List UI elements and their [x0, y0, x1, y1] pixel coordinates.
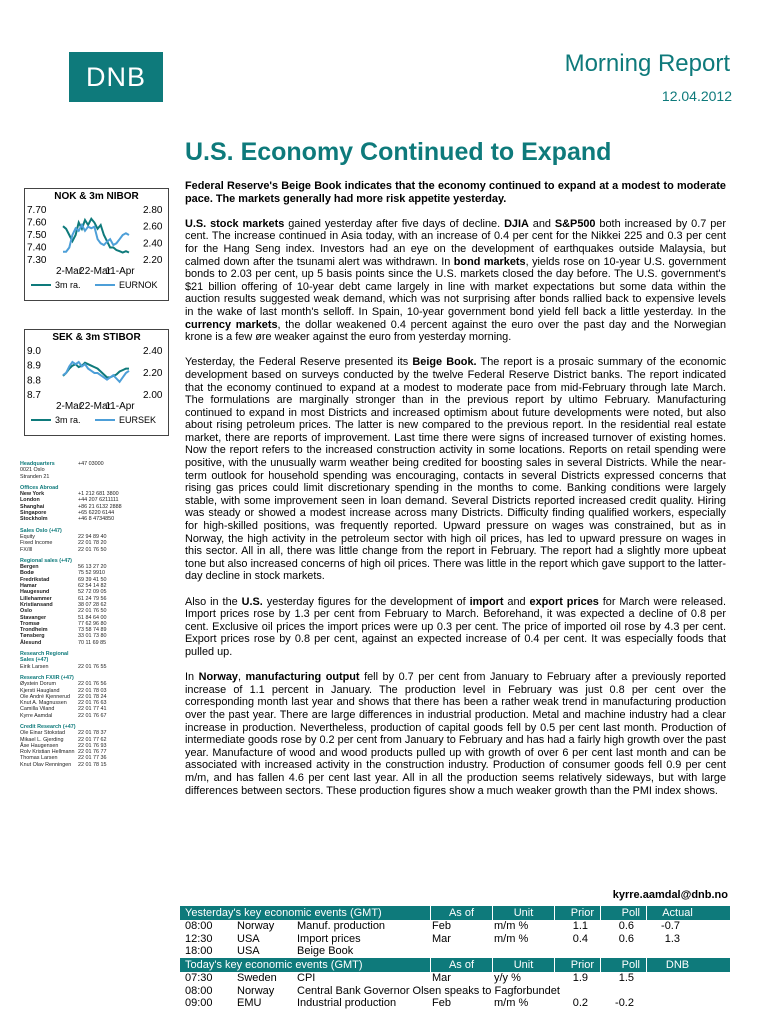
contact-row: Eirik Larsen 22 01 76 55: [20, 663, 107, 670]
event-cell: 07:30: [185, 972, 213, 985]
event-cell: [594, 985, 640, 998]
sek-stibor-plot: [25, 343, 168, 433]
contact-row: Singapore +65 6220 6144: [20, 510, 115, 517]
event-cell: Feb: [432, 920, 451, 932]
contact-row: Kristiansand 38 07 28 62: [20, 601, 107, 608]
contact-block-heading: Regional sales (+47): [20, 557, 72, 564]
y-left-tick-label: 7.40: [27, 242, 47, 254]
contact-row: Fixed Income 22 01 78 20: [20, 540, 107, 547]
contact-row: Shanghai +86 21 6132 2888: [20, 503, 122, 510]
y-right-tick-label: 2.40: [143, 238, 163, 250]
event-cell: [486, 945, 548, 958]
contact-row: London +44 207 6211111: [20, 497, 119, 504]
event-cell: Sweden: [237, 972, 277, 985]
event-cell: m/m %: [494, 932, 529, 945]
x-tick-label: 2-Mar: [55, 266, 83, 277]
event-row: [180, 985, 730, 998]
report-title: Morning Report: [564, 50, 730, 77]
contact-row: Haugesund 52 72 09 05: [20, 589, 107, 596]
legend-label: 3m ra.: [55, 280, 81, 290]
event-row: [180, 972, 730, 985]
event-cell: USA: [237, 932, 260, 945]
x-tick-label: 22-Mar: [79, 401, 111, 412]
event-cell: Manuf. production: [297, 920, 386, 932]
event-cell: Industrial production: [297, 997, 397, 1010]
contact-block: [20, 558, 170, 646]
contact-row: Thomas Larsen 22 01 77 36: [20, 755, 107, 762]
contact-row: Knut Olav Renningen 22 01 78 15: [20, 761, 107, 768]
y-right-tick-label: 2.60: [143, 221, 163, 233]
events-header-cell: Actual: [646, 906, 708, 920]
event-cell: 1.3: [664, 932, 680, 945]
event-cell: [640, 985, 686, 998]
contact-row: Trondheim 73 58 74 89: [20, 627, 107, 634]
event-cell: EMU: [237, 997, 262, 1010]
legend-label: EURSEK: [119, 415, 157, 425]
contact-row: Hamar 62 54 14 82: [20, 583, 107, 590]
contact-block: [20, 485, 170, 523]
event-cell: -0.2: [615, 997, 634, 1010]
event-cell: Beige Book: [297, 945, 354, 958]
y-left-tick-label: 7.50: [27, 230, 47, 241]
contact-list: [20, 461, 170, 773]
event-cell: 1.9: [572, 972, 588, 985]
event-cell: 08:00: [185, 984, 213, 997]
headline: U.S. Economy Continued to Expand: [185, 138, 612, 166]
events-header-cell: Unit: [492, 958, 554, 972]
contact-row: Ålesund 70 11 69 85: [20, 639, 107, 646]
contact-block: [20, 651, 170, 670]
contact-row: Åse Haugensen 22 01 76 93: [20, 742, 107, 749]
event-cell: Import prices: [297, 932, 361, 945]
event-cell: 09:00: [185, 997, 213, 1010]
events-header-cell: Poll: [600, 906, 646, 920]
event-cell: 0.6: [618, 920, 634, 932]
y-left-tick-label: 7.70: [27, 205, 47, 216]
event-cell: 1.1: [572, 920, 588, 932]
contact-row: New York +1 212 681 3800: [20, 491, 119, 498]
contact-row: Bodø 75 52 9910: [20, 570, 105, 577]
contact-row: 0021 Oslo: [20, 467, 45, 474]
event-row: [180, 945, 730, 958]
contact-row: Lillehammer 61 24 79 56: [20, 595, 107, 602]
event-cell: [426, 985, 486, 998]
y-right-tick-label: 2.20: [143, 368, 163, 379]
event-cell: CPI: [297, 972, 316, 985]
report-date: 12.04.2012: [661, 88, 732, 104]
contact-row: Stockholm +46 8 4734850: [20, 516, 115, 523]
author-email[interactable]: kyrre.aamdal@dnb.no: [612, 889, 728, 901]
nok-nibor-chart: [24, 188, 169, 301]
article-body: [185, 180, 726, 810]
event-row: [180, 997, 730, 1010]
dnb-logo: DNB: [69, 52, 163, 102]
contact-block-heading: Credit Research (+47): [20, 723, 76, 730]
event-cell: 0.6: [618, 932, 634, 945]
event-cell: 12:30: [185, 932, 213, 945]
contact-block-heading: Sales Oslo (+47): [20, 527, 62, 534]
event-cell: Norway: [237, 920, 275, 932]
events-header-cell: DNB: [646, 958, 708, 972]
x-tick-label: 11-Apr: [105, 401, 135, 412]
article-paragraph: U.S. stock markets gained yesterday after five days of decline. DJIA and S&P500 both increased by 0.7 per cent. The increase continued in Asia today, with an increase of 0.4 per cent for the Nikkei 225 and 0.3 per cent for the Hang Seng index. Investors had an eye on the development of earthquakes outside Malaysia, but calmed down after the tsunami alert was withdrawn. In bond markets, yields rose on 10-year U.S. government bonds to 2.03 per cent, up 5 basis points since the U.S. markets closed the day before. The U.S. government's $21 billion offering of 10-year debt came largely in line with market expectations but some data within the auction results suggested weak demand, which was not surprising after bonds rallied back to expensive levels in the wake of last month's selloff. In Spain, 10-year government bond yield fell back a little yesterday. In the currency markets, the dollar weakened 0.4 percent against the euro over the past day and the Norwegian krone is a few øre weaker against the euro from yesterday morning.: [185, 217, 726, 344]
event-row: [180, 920, 730, 933]
event-cell: y/y %: [494, 972, 521, 985]
contact-row: Bergen 56 13 27 20: [20, 564, 107, 571]
x-tick-label: 22-Mar: [79, 266, 111, 277]
event-cell: 0.4: [572, 932, 588, 945]
y-left-tick-label: 8.9: [27, 360, 41, 372]
event-cell: Central Bank Governor Olsen speaks to Fagforbundet: [297, 984, 560, 997]
contact-block-heading: Research FX/IR (+47): [20, 674, 74, 681]
event-cell: [426, 945, 486, 958]
events-header-row: [180, 906, 730, 920]
contact-row: Equity 22 94 89 40: [20, 533, 107, 540]
y-right-tick-label: 2.00: [143, 390, 163, 401]
event-cell: Norway: [237, 984, 275, 997]
events-header-cell: Poll: [600, 958, 646, 972]
events-header-cell: As of: [430, 906, 492, 920]
contact-row: Kyrre Aamdal 22 01 76 67: [20, 712, 107, 719]
y-right-tick-label: 2.40: [143, 346, 163, 357]
economic-events-table: [180, 906, 730, 1010]
x-tick-label: 11-Apr: [105, 266, 135, 277]
chart-title: NOK & 3m NIBOR: [54, 191, 139, 202]
contact-row: Rolv Kristian Hellmann 22 01 76 77: [20, 749, 107, 756]
event-cell: [548, 945, 594, 958]
legend-label: 3m ra.: [55, 415, 81, 425]
event-cell: [640, 997, 686, 1010]
legend-label: EURNOK: [119, 280, 158, 290]
article-paragraph: Also in the U.S. yesterday figures for the development of import and export prices for March were released. Import prices rose by 1.3 per cent from February to March. Beforehand, it was expected a decline of 0.8 per cent. Exclusive oil prices the import prices were up 0.3 per cent. The price of imported oil rose by 4.3 per cent. Export prices rose by 0.8 per cent, against an expected increase of 0.4 per cent. It was especially foods that pulled up.: [185, 595, 726, 658]
contact-row: Tønsberg 33 01 73 80: [20, 633, 107, 640]
y-left-tick-label: 9.0: [27, 346, 41, 357]
contact-row: FX/Ill 22 01 76 50: [20, 546, 107, 553]
contact-block-heading: Research Regional Sales (+47): [20, 651, 69, 664]
contact-block: [20, 724, 170, 768]
y-left-tick-label: 7.30: [27, 255, 47, 266]
y-left-tick-label: 7.60: [27, 217, 47, 229]
event-cell: 08:00: [185, 920, 213, 932]
event-cell: 0.2: [572, 997, 588, 1010]
lead-paragraph: Federal Reserve's Beige Book indicates that the economy continued to expand at a modest to moderate pace. The markets generally had more risk appetite yesterday.: [185, 180, 726, 205]
event-cell: m/m %: [494, 920, 529, 932]
contact-row: Oslo 22 01 76 50: [20, 608, 107, 615]
chart-title: SEK & 3m STIBOR: [52, 332, 141, 343]
contact-block-heading: Offices Abroad: [20, 484, 59, 491]
contact-row: Tromsø 77 62 96 80: [20, 620, 107, 627]
article-paragraph: In Norway, manufacturing output fell by 0.7 per cent from January to February after a previously reported increase of 1.1 percent in January. The production level in February was just 0.8 per cent over the corresponding month last year and shows that there has been a rather weak trend in manufacturing production over the past year. There are large differences in industrial production. Metal and machine industry had a clear increase in production. Nevertheless, production of capital goods fell by 0.5 per cent last month. Production of intermediate goods rose by 0.2 per cent from January to February and has had a fairly high growth over the past year. Manufacture of wood and wood products pulled up with growth of over 6 per cent last month and can be associated with increased activity in the construction industry. Production of consumer goods fell 0.9 per cent m/m, and has fallen 4.6 per cent last year. All in all the production seems relatively sideways, but with large differences between sectors. These production figures show a much weaker growth than the PMI index shows.: [185, 671, 726, 797]
y-left-tick-label: 8.7: [27, 390, 41, 401]
event-cell: USA: [237, 945, 260, 958]
event-cell: 18:00: [185, 945, 213, 958]
events-header-row: [180, 958, 730, 972]
event-cell: m/m %: [494, 997, 529, 1010]
y-left-tick-label: 8.8: [27, 375, 41, 387]
event-cell: 1.5: [618, 972, 634, 985]
y-right-tick-label: 2.80: [143, 205, 163, 216]
events-header-cell: As of: [430, 958, 492, 972]
events-header-cell: Today's key economic events (GMT): [185, 959, 363, 972]
contact-row: Stavanger 51 84 64 00: [20, 614, 107, 621]
event-cell: [640, 972, 686, 985]
events-header-cell: Prior: [554, 906, 600, 920]
event-cell: [486, 985, 548, 998]
sek-stibor-chart: [24, 329, 169, 436]
y-right-tick-label: 2.20: [143, 255, 163, 266]
event-cell: Feb: [432, 997, 451, 1010]
event-cell: Mar: [432, 932, 451, 945]
contact-block: [20, 675, 170, 719]
article-paragraph: Yesterday, the Federal Reserve presented its Beige Book. The report is a prosaic summary of the economic development based on surveys conducted by the twelve Federal Reserve District banks. The report indicated that the economy continued to expand at a modest to moderate pace from mid-February through late March. The formulations are marginally stronger than in the previous report by ultimo February. Manufacturing continued to expand in most Districts and increased optimism about future developments were noted, but also about rising petroleum prices. The latter is new compared to the previous report. In the residential real estate market, there are reports of improvement. Last time there were signs of increased turnover of existing homes. Now the report refers to the increased construction activity in some locations. Reports on retail spending were positive, with the unusually warm weather being credited for boosting sales in several Districts. While the near-term outlook for household spending was encouraging, contacts in several Districts expressed concerns that rising gas prices could limit discretionary spending in the months to come. Banking conditions were largely stable, with some improvement seen in loan demand. Several Districts reported increased credit quality. Hiring was steady or showed a modest increase across many Districts. Difficulty finding qualified workers, especially for high-skilled positions, was frequently reported. Upward pressure on wages was constrained, but as in Norway, the high activity in the petroleum sector with high oil prices, has led to upward pressure on wages in this sector. All in all, there was little change from the report in February. The report had a slightly more upbeat tone but also increased concerns of high oil prices. There was little in the report which gave support to the latter-day decline in stock markets.: [185, 356, 727, 583]
event-cell: Mar: [432, 972, 451, 985]
events-header-cell: Yesterday's key economic events (GMT): [185, 907, 382, 919]
contact-block: [20, 461, 170, 480]
contact-row: Kjersti Haugland 22 01 78 03: [20, 687, 107, 694]
contact-row: Ole André Kjennerud 22 01 78 24: [20, 693, 107, 700]
contact-row: Fredrikstad 69 39 41 50: [20, 576, 107, 583]
contact-row: Mikael L. Gjerding 22 01 77 62: [20, 736, 107, 743]
contact-block: [20, 528, 170, 553]
series-line: [63, 363, 129, 378]
event-cell: [548, 985, 594, 998]
contact-block-heading: Headquarters +47 03000: [20, 461, 104, 467]
contact-row: Ole Einar Stokstad 22 01 78 37: [20, 730, 107, 737]
contact-row: Knut A. Magnussen 22 01 76 63: [20, 700, 107, 707]
nok-nibor-plot: [25, 202, 168, 298]
event-row: [180, 933, 730, 946]
event-cell: -0.7: [661, 920, 680, 932]
event-cell: [594, 945, 640, 958]
events-header-cell: Unit: [492, 906, 554, 920]
event-cell: [640, 945, 686, 958]
events-header-cell: Prior: [554, 958, 600, 972]
contact-row: Stranden 21: [20, 473, 50, 480]
contact-row: Camilla Viland 22 01 77 41: [20, 706, 107, 713]
x-tick-label: 2-Mar: [55, 401, 83, 412]
contact-row: Øystein Dorum 22 01 76 56: [20, 681, 107, 688]
